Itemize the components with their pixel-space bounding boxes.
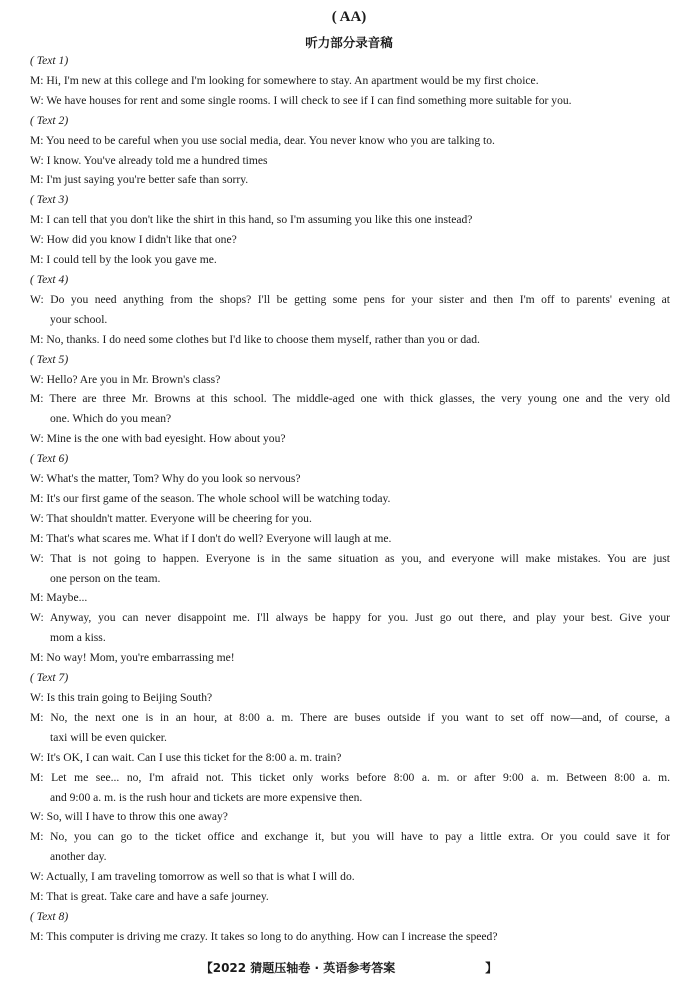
dialogue-line-continuation: another day. (50, 850, 107, 864)
text-section-label: ( Text 3) (30, 193, 69, 207)
dialogue-line-continuation: one. Which do you mean? (50, 412, 172, 426)
footer-label: 【2022 猜题压轴卷 · 英语参考答案 (200, 961, 396, 975)
dialogue-line: M: Maybe... (30, 591, 88, 605)
dialogue-line: W: That shouldn't matter. Everyone will be cheering for you. (30, 511, 312, 525)
dialogue-line: W: So, will I have to throw this one away? (30, 810, 228, 824)
dialogue-line-continuation: your school. (50, 312, 108, 326)
dialogue-line: M: I could tell by the look you gave me. (30, 253, 217, 267)
dialogue-line: M: That is great. Take care and have a safe journey. (30, 890, 269, 904)
dialogue-line: M: I'm just saying you're better safe than sorry. (30, 173, 249, 187)
paper-code: ( AA) (331, 9, 367, 25)
dialogue-line: M: You need to be careful when you use social media, dear. You never know who you are talking to. (30, 133, 495, 147)
dialogue-line: W: We have houses for rent and some single rooms. I will check to see if I can find something more suitable for you. (30, 93, 572, 107)
dialogue-line: W: I know. You've already told me a hundred times (30, 153, 268, 167)
dialogue-line: M: Let me see... no, I'm afraid not. This ticket only works before 8:00 a. m. or after 9:00 a. m. Between 8:00 a. m. (30, 770, 670, 784)
dialogue-line: M: There are three Mr. Browns at this school. The middle-aged one with thick glasses, the very young one and the very old (30, 392, 670, 406)
dialogue-line: W: That is not going to happen. Everyone is in the same situation as you, and everyone will make mistakes. You are just (30, 551, 670, 565)
text-section-label: ( Text 7) (30, 671, 69, 685)
page-footer (0, 959, 698, 976)
dialogue-line: M: This computer is driving me crazy. It takes so long to do anything. How can I increase the speed? (30, 929, 498, 943)
text-section-label: ( Text 1) (30, 54, 69, 67)
dialogue-line: W: Mine is the one with bad eyesight. How about you? (30, 432, 286, 446)
text-section-label: ( Text 2) (30, 113, 69, 127)
text-section-label: ( Text 5) (30, 352, 69, 366)
text-section-label: ( Text 4) (30, 272, 69, 286)
dialogue-line-continuation: one person on the team. (50, 571, 161, 585)
dialogue-line: W: Do you need anything from the shops? I'll be getting some pens for your sister and then I'm off to parents' evening at (30, 292, 670, 306)
dialogue-line: M: That's what scares me. What if I don't do well? Everyone will laugh at me. (30, 531, 392, 545)
dialogue-line: M: No, the next one is in an hour, at 8:00 a. m. There are buses outside if you want to set off now—and, of course, a (30, 710, 670, 724)
dialogue-line: W: What's the matter, Tom? Why do you look so nervous? (30, 472, 301, 486)
dialogue-line: W: Actually, I am traveling tomorrow as well so that is what I will do. (30, 870, 355, 884)
text-section-label: ( Text 8) (30, 909, 69, 923)
footer-bracket: 】 (485, 961, 498, 975)
dialogue-line: M: It's our first game of the season. The whole school will be watching today. (30, 491, 391, 505)
dialogue-line: M: No way! Mom, you're embarrassing me! (30, 651, 235, 665)
dialogue-line: W: How did you know I didn't like that one? (30, 233, 237, 247)
dialogue-line: M: No, thanks. I do need some clothes but I'd like to choose them myself, rather than you or dad. (30, 332, 480, 346)
dialogue-line-continuation: taxi will be even quicker. (50, 730, 167, 744)
dialogue-line: M: Hi, I'm new at this college and I'm looking for somewhere to stay. An apartment would be my first choice. (30, 73, 539, 87)
dialogue-line: M: I can tell that you don't like the shirt in this hand, so I'm assuming you like this one instead? (30, 213, 473, 227)
dialogue-line: W: It's OK, I can wait. Can I use this ticket for the 8:00 a. m. train? (30, 750, 342, 764)
dialogue-line: W: Is this train going to Beijing South? (30, 691, 213, 704)
page-title: 听力部分录音稿 (305, 35, 393, 50)
text-section-label: ( Text 6) (30, 452, 69, 466)
dialogue-line: W: Anyway, you can never disappoint me. I'll always be happy for you. Just go out there, and play your best. Give your (30, 611, 670, 625)
dialogue-line: W: Hello? Are you in Mr. Brown's class? (30, 372, 221, 386)
transcript-body (30, 51, 670, 947)
dialogue-line: M: No, you can go to the ticket office and exchange it, but you will have to pay a little extra. Or you could save it for (30, 830, 670, 844)
dialogue-line-continuation: mom a kiss. (50, 631, 106, 645)
dialogue-line-continuation: and 9:00 a. m. is the rush hour and tickets are more expensive then. (50, 790, 363, 804)
